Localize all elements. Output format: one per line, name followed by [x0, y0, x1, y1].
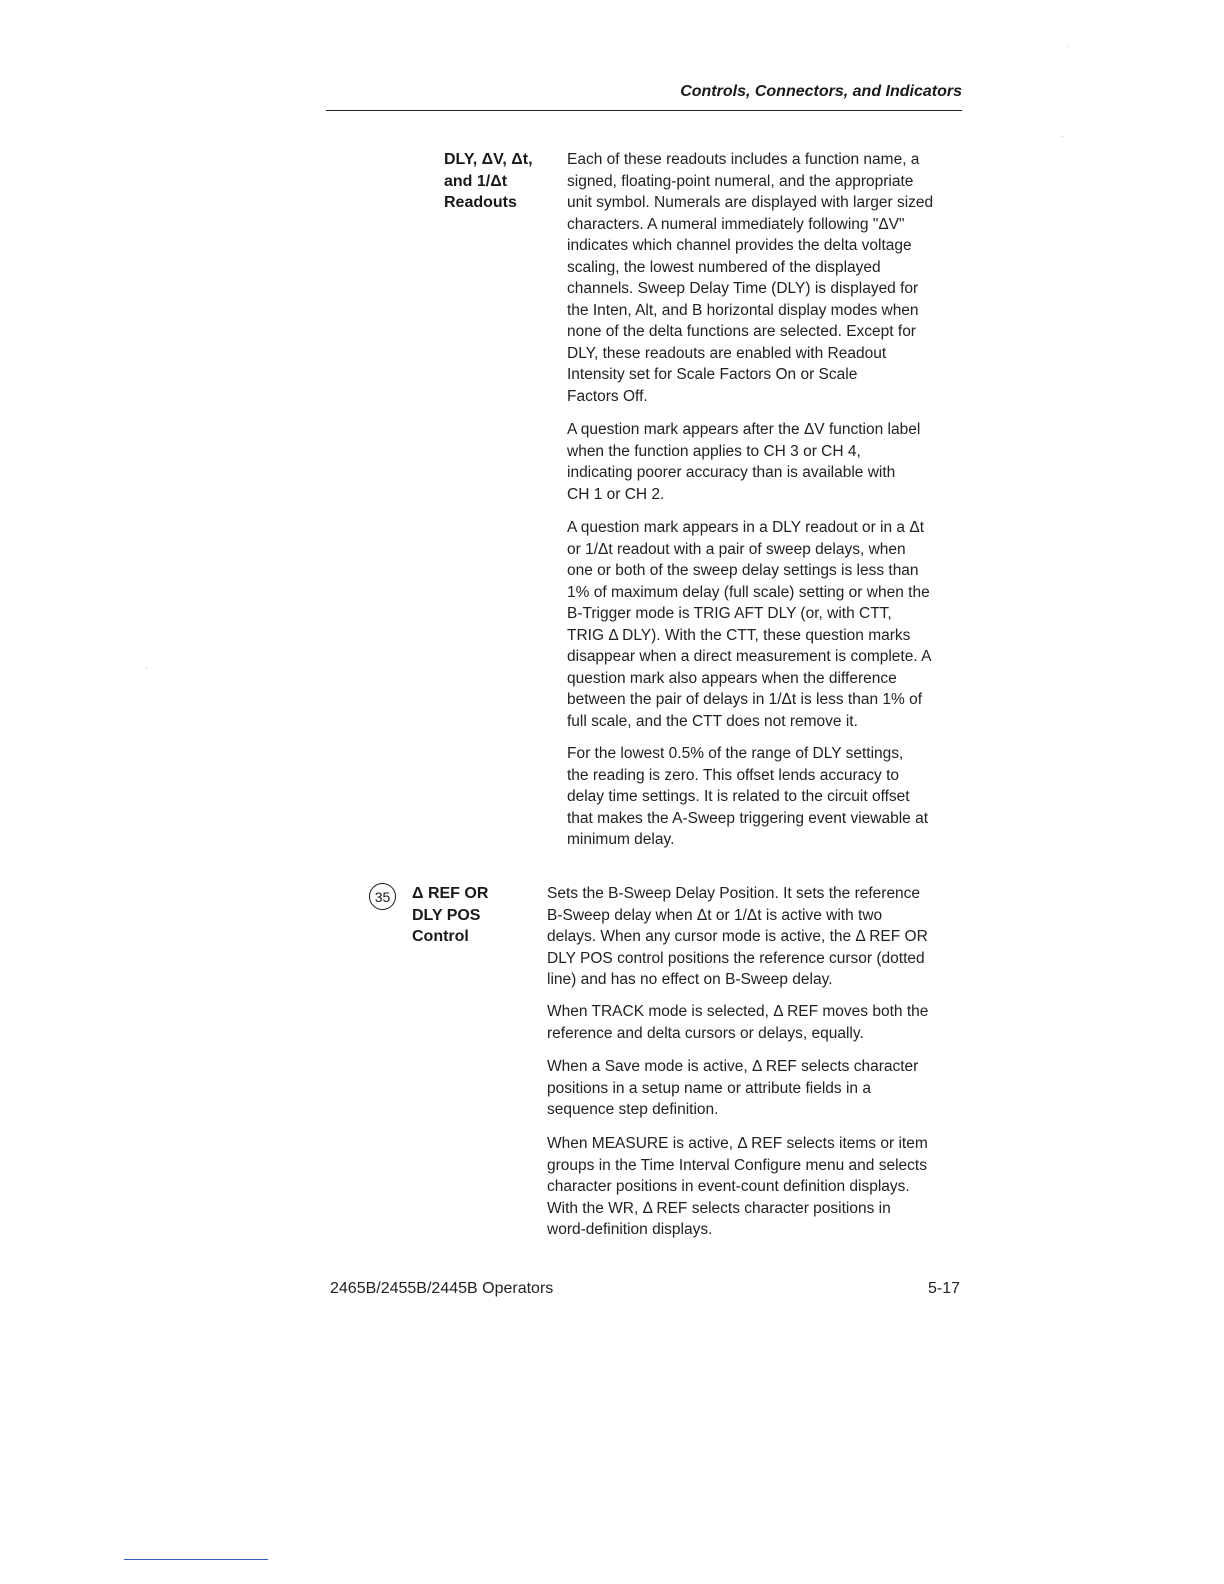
- text-line: DLY POS control positions the reference cursor (dotted: [547, 949, 925, 967]
- ref-dly-section-body-1: [547, 883, 928, 991]
- text-line: or 1/Δt readout with a pair of sweep delays, when: [567, 540, 906, 558]
- readouts-label-line: and 1/Δt: [444, 172, 508, 190]
- ref-dly-section-body-3: [547, 1056, 918, 1121]
- text-line: word-definition displays.: [547, 1221, 713, 1238]
- text-line: when the function applies to CH 3 or CH 4,: [567, 442, 861, 460]
- ref-dly-section-body-2: [547, 1001, 928, 1044]
- ref-dly-label-line: DLY POS: [412, 906, 481, 924]
- text-line: that makes the A-Sweep triggering event viewable at: [567, 809, 929, 827]
- text-line: delay time settings. It is related to the circuit offset: [567, 788, 910, 805]
- readouts-section-body: [567, 149, 933, 407]
- text-line: signed, floating-point numeral, and the appropriate: [567, 172, 914, 190]
- header-rule: [326, 110, 962, 111]
- ref-dly-paragraph-2: [547, 1001, 928, 1044]
- text-line: characters. A numeral immediately following "ΔV": [567, 215, 905, 233]
- text-line: When TRACK mode is selected, Δ REF moves both the: [547, 1003, 929, 1020]
- text-line: the Inten, Alt, and B horizontal display modes when: [567, 301, 919, 319]
- bottom-scan-rule: [124, 1559, 268, 1560]
- ref-dly-label-line: Control: [412, 928, 469, 945]
- text-line: A question mark appears after the ΔV function label: [567, 421, 921, 438]
- ref-dly-paragraph-3: [547, 1056, 918, 1121]
- ref-dly-section-body-4: [547, 1133, 928, 1241]
- text-line: 1% of maximum delay (full scale) setting or when the: [567, 583, 930, 601]
- running-header-title: Controls, Connectors, and Indicators: [680, 83, 962, 100]
- text-line: Each of these readouts includes a function name, a: [567, 151, 920, 168]
- text-line: positions in a setup name or attribute fields in a: [547, 1079, 871, 1097]
- text-line: Factors Off.: [567, 387, 648, 405]
- text-line: the reading is zero. This offset lends accuracy to: [567, 766, 899, 784]
- text-line: minimum delay.: [567, 831, 675, 848]
- readouts-label-line: DLY, ΔV, Δt,: [444, 151, 533, 168]
- text-line: one or both of the sweep delay settings is less than: [567, 562, 919, 579]
- readouts-section-body-2: [567, 419, 920, 505]
- callout-number-badge: 35: [369, 883, 396, 910]
- text-line: unit symbol. Numerals are displayed with larger sized: [567, 194, 934, 211]
- text-line: When MEASURE is active, Δ REF selects items or item: [547, 1135, 928, 1152]
- text-line: none of the delta functions are selected. Except for: [567, 323, 916, 340]
- text-line: reference and delta cursors or delays, equally.: [547, 1024, 864, 1042]
- text-line: B-Sweep delay when Δt or 1/Δt is active with two: [547, 906, 883, 924]
- text-line: With the WR, Δ REF selects character positions in: [547, 1199, 891, 1217]
- readouts-section-label: [444, 149, 533, 214]
- scan-speck: [146, 668, 147, 669]
- text-line: delays. When any cursor mode is active, the Δ REF OR: [547, 928, 928, 945]
- text-line: question mark also appears when the difference: [567, 669, 897, 687]
- text-line: character positions in event-count definition displays.: [547, 1178, 910, 1195]
- text-line: Sets the B-Sweep Delay Position. It sets the reference: [547, 885, 921, 902]
- text-line: indicates which channel provides the delta voltage: [567, 237, 912, 254]
- text-line: A question mark appears in a DLY readout or in a Δt: [567, 519, 925, 536]
- text-line: full scale, and the CTT does not remove it.: [567, 712, 858, 730]
- readouts-paragraph-3: [567, 517, 931, 732]
- ref-dly-section-label: [412, 883, 488, 948]
- text-line: B-Trigger mode is TRIG AFT DLY (or, with CTT,: [567, 605, 892, 622]
- scan-speck: [1062, 136, 1063, 137]
- text-line: TRIG Δ DLY). With the CTT, these question marks: [567, 626, 911, 644]
- readouts-label-line: Readouts: [444, 194, 517, 211]
- text-line: For the lowest 0.5% of the range of DLY settings,: [567, 745, 904, 762]
- text-line: between the pair of delays in 1/Δt is less than 1% of: [567, 691, 923, 708]
- text-line: CH 1 or CH 2.: [567, 485, 665, 503]
- text-line: disappear when a direct measurement is complete. A: [567, 648, 932, 665]
- text-line: When a Save mode is active, Δ REF selects character: [547, 1058, 919, 1075]
- readouts-paragraph-2: [567, 419, 920, 505]
- text-line: channels. Sweep Delay Time (DLY) is displayed for: [567, 280, 919, 297]
- footer-page-number: 5-17: [927, 1280, 960, 1297]
- text-line: groups in the Time Interval Configure menu and selects: [547, 1156, 927, 1174]
- ref-dly-label-line: Δ REF OR: [412, 885, 489, 902]
- readouts-section-body-4: [567, 743, 928, 851]
- text-line: sequence step definition.: [547, 1101, 719, 1118]
- ref-dly-paragraph-4: [547, 1133, 928, 1241]
- readouts-paragraph-1: [567, 149, 933, 407]
- footer-manual-title: 2465B/2455B/2445B Operators: [330, 1280, 554, 1297]
- text-line: DLY, these readouts are enabled with Readout: [567, 344, 887, 362]
- readouts-section-body-3: [567, 517, 931, 732]
- scan-speck: [1068, 46, 1069, 47]
- text-line: Intensity set for Scale Factors On or Scale: [567, 366, 858, 383]
- readouts-paragraph-4: [567, 743, 928, 851]
- ref-dly-paragraph-1: [547, 883, 928, 991]
- text-line: scaling, the lowest numbered of the displayed: [567, 258, 881, 276]
- text-line: indicating poorer accuracy than is available with: [567, 464, 896, 481]
- text-line: line) and has no effect on B-Sweep delay.: [547, 971, 833, 988]
